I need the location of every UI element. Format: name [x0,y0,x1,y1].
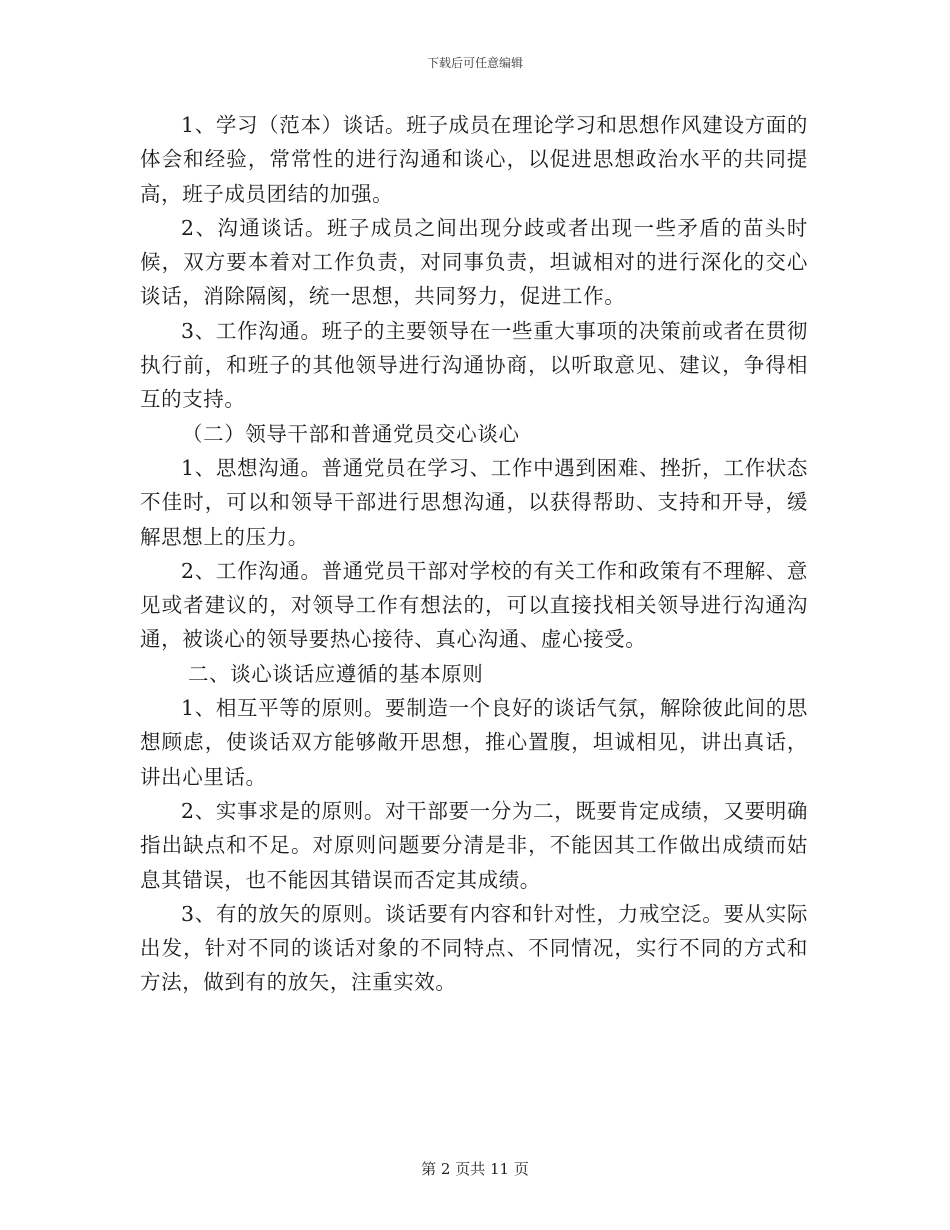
paragraph-member-work-communication: 2、工作沟通。普通党员干部对学校的有关工作和政策有不理解、意见或者建议的，对领导工作有想法的，可以直接找相关领导进行沟通沟通，被谈心的领导要热心接待、真心沟通、虚心接受。 [140,558,808,652]
subsection-heading: （二）领导干部和普通党员交心谈心 [182,421,520,446]
section-heading: 二、谈心谈话应遵循的基本原则 [188,661,484,686]
paragraph-fact-principle: 2、实事求是的原则。对干部要一分为二，既要肯定成绩，又要明确指出缺点和不足。对原则问题要分清是非，不能因其工作做出成绩而姑息其错误，也不能因其错误而否定其成绩。 [140,798,808,892]
paragraph-work-communication: 3、工作沟通。班子的主要领导在一些重大事项的决策前或者在贯彻执行前，和班子的其他领导进行沟通协商，以听取意见、建议，争得相互的支持。 [140,318,808,412]
page-header: 下载后可任意编辑 [426,56,523,70]
paragraph-equality-principle: 1、相互平等的原则。要制造一个良好的谈话气氛，解除彼此间的思想顾虑，使谈话双方能够敞开思想，推心置腹，坦诚相见，讲出真话，讲出心里话。 [140,696,808,789]
paragraph-communication-talk: 2、沟通谈话。班子成员之间出现分歧或者出现一些矛盾的苗头时候，双方要本着对工作负责，对同事负责，坦诚相对的进行深化的交心谈话，消除隔阂，统一思想，共同努力，促进工作。 [140,215,808,309]
paragraph-study-talk: 1、学习（范本）谈话。班子成员在理论学习和思想作风建设方面的体会和经验，常常性的进行沟通和谈心，以促进思想政治水平的共同提高，班子成员团结的加强。 [140,113,808,206]
paragraph-thought-communication: 1、思想沟通。普通党员在学习、工作中遇到困难、挫折，工作状态不佳时，可以和领导干部进行思想沟通，以获得帮助、支持和开导，缓解思想上的压力。 [140,455,808,549]
paragraph-targeted-principle: 3、有的放矢的原则。谈话要有内容和针对性，力戒空泛。要从实际出发，针对不同的谈话对象的不同特点、不同情况，实行不同的方式和方法，做到有的放矢，注重实效。 [140,901,808,995]
document-body [140,108,808,1000]
page-footer: 第 2 页共 11 页 [421,1160,529,1178]
